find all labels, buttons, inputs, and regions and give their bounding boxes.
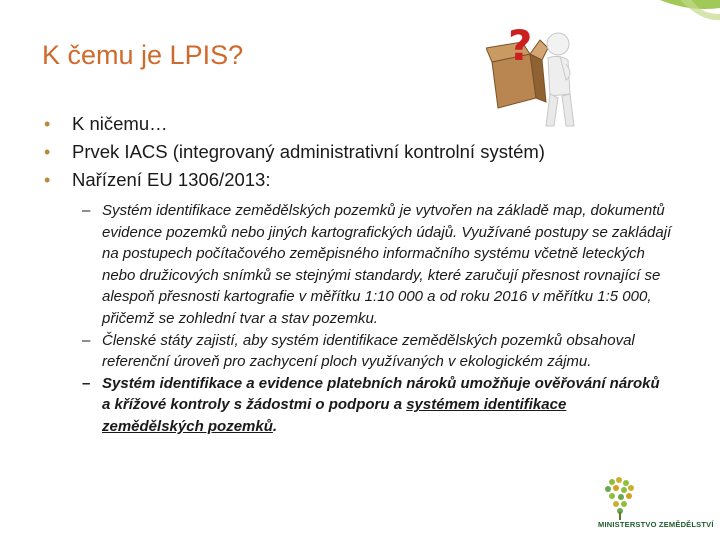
bullet-text: K ničemu…	[72, 113, 168, 134]
bullet-item	[42, 110, 662, 138]
sub-bullet-item	[82, 200, 672, 330]
sub-bullet-item	[82, 330, 672, 373]
sub-bullet-text: Členské státy zajistí, aby systém identifikace zemědělských pozemků obsahoval referenční úroveň pro zachycení ploch využívaných v ekologickém zájmu.	[102, 331, 635, 371]
bullet-dot: •	[44, 114, 51, 134]
dash-marker: –	[82, 374, 91, 392]
bullet-dot: •	[44, 170, 51, 190]
sub-bullet-list	[82, 200, 672, 438]
bullet-item	[42, 138, 662, 166]
bullet-list	[42, 110, 662, 194]
sub-bullet-text: Systém identifikace zemědělských pozemků je vytvořen na základě map, dokumentů evidence pozemků nebo jiných kartografických údajů. Využívané postupy se zakládají na postupech počítačového zeměpisného informačního systému včetně leteckých nebo družicových snímků se stejnými standardy, které zaručují přesnost rovnající se alespoň přesnosti kartografie v měřítku 1:10 000 a od roku 2016 v měřítku 1:5 000, přičemž se zohlední tvar a stav pozemku.	[102, 202, 672, 327]
slide-title: K čemu je LPIS?	[42, 40, 244, 70]
corner-decoration	[650, 0, 720, 40]
svg-text:?: ?	[508, 21, 533, 70]
dash-marker: –	[82, 331, 91, 349]
sub-bullet-text: Systém identifikace a evidence platebních nároků umožňuje ověřování nároků a křížové kontroly s žádostmi o podporu a	[102, 374, 660, 414]
bullet-item	[42, 166, 662, 194]
bullet-dot: •	[44, 142, 51, 162]
bullet-text: Nařízení EU 1306/2013:	[72, 169, 271, 190]
sub-bullet-item	[82, 373, 672, 438]
dash-marker: –	[82, 202, 91, 219]
bullet-text: Prvek IACS (integrovaný administrativní kontrolní systém)	[72, 141, 545, 162]
underlined-text: systémem identifikace zemědělských pozemků	[102, 396, 567, 435]
logo-text: MINISTERSTVO ZEMĚDĚLSTVÍ	[598, 520, 714, 529]
sub-bullet-suffix: .	[272, 417, 278, 435]
